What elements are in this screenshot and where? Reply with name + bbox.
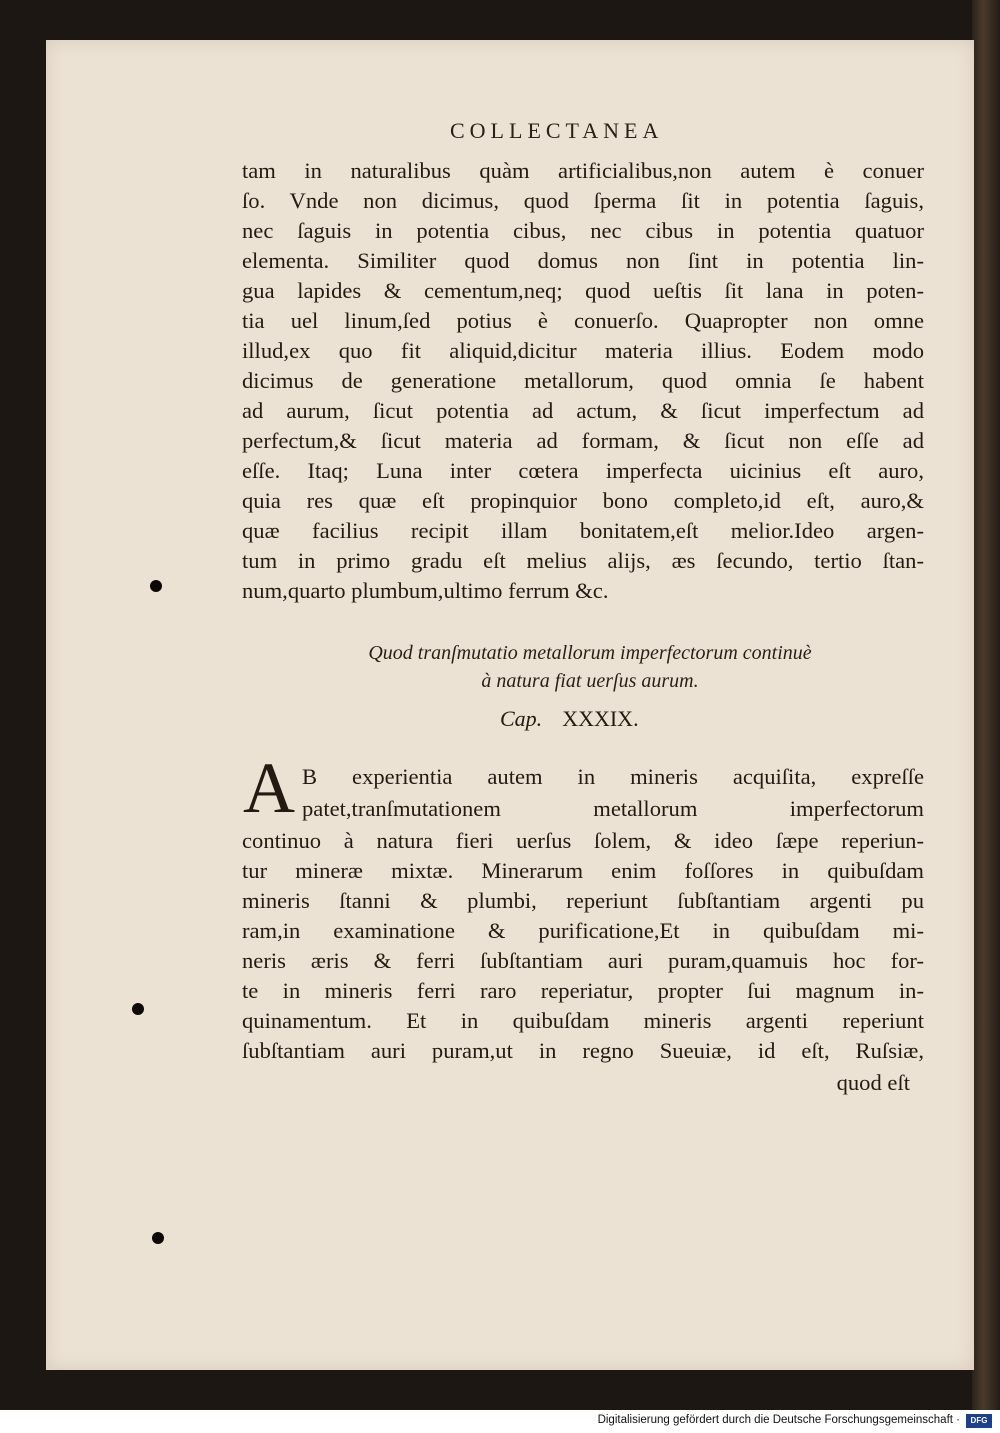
binding-hole: [152, 1232, 164, 1244]
text-line: tum in primo gradu eſt melius alijs, æs ſecundo, tertio ſtan-: [242, 548, 924, 573]
text-line: perfectum,& ſicut materia ad formam, & ſicut non eſſe ad: [242, 428, 924, 453]
footer-bar: [0, 1410, 1000, 1433]
catchword: quod eſt: [836, 1070, 910, 1095]
text-line: nec ſaguis in potentia cibus, nec cibus in potentia quatuor: [242, 218, 924, 243]
footer-credit: Digitalisierung gefördert durch die Deutsche Forschungsgemeinschaft ·: [597, 1414, 960, 1426]
running-head: COLLECTANEA: [450, 118, 664, 143]
text-line: ad aurum, ſicut potentia ad actum, & ſicut imperfectum ad: [242, 398, 924, 423]
text-line: dicimus de generatione metallorum, quod omnia ſe habent: [242, 368, 924, 393]
text-line: mineris ſtanni & plumbi, reperiunt ſubſtantiam argenti pu: [242, 888, 924, 913]
text-line: quia res quæ eſt propinquior bono completo,id eſt, auro,&: [242, 488, 924, 513]
text-line: ſubſtantiam auri puram,ut in regno Sueuiæ, id eſt, Ruſsiæ,: [242, 1038, 924, 1063]
chapter-cap: Cap.: [500, 706, 543, 731]
chapter-heading-line: à natura fiat uerſus aurum.: [481, 670, 699, 692]
text-line: tia uel linum,ſed potius è conuerſo. Quapropter non omne: [242, 308, 924, 333]
binding-hole: [132, 1003, 144, 1015]
text-line: continuo à natura fieri uerſus ſolem, & ideo ſæpe reperiun-: [242, 828, 924, 853]
chapter-number: [500, 706, 639, 732]
text-line: neris æris & ferri ſubſtantiam auri puram,quamuis hoc for-: [242, 948, 924, 973]
text-line: te in mineris ferri raro reperiatur, propter ſui magnum in-: [242, 978, 924, 1003]
book-edge: [972, 0, 1000, 1410]
text-line: elementa. Similiter quod domus non ſint in potentia lin-: [242, 248, 924, 273]
text-line: ram,in examinatione & purificatione,Et in quibuſdam mi-: [242, 918, 924, 943]
chapter-heading-line: Quod tranſmutatio metallorum imperfectorum continuè: [368, 642, 812, 664]
text-line: eſſe. Itaq; Luna inter cœtera imperfecta uicinius eſt auro,: [242, 458, 924, 483]
text-line: quinamentum. Et in quibuſdam mineris argenti reperiunt: [242, 1008, 924, 1033]
text-line: ſo. Vnde non dicimus, quod ſperma ſit in potentia ſaguis,: [242, 188, 924, 213]
text-line: B experientia autem in mineris acquiſita, expreſſe: [302, 764, 924, 789]
text-line: num,quarto plumbum,ultimo ferrum &c.: [242, 578, 609, 603]
text-line: tur mineræ mixtæ. Minerarum enim foſſores in quibuſdam: [242, 858, 924, 883]
text-line: patet,tranſmutationem metallorum imperfectorum: [302, 796, 924, 821]
dfg-logo: DFG: [966, 1414, 992, 1428]
chapter-numeral: XXXIX.: [562, 706, 639, 731]
text-line: illud,ex quo fit aliquid,dicitur materia illius. Eodem modo: [242, 338, 924, 363]
text-line: gua lapides & cementum,neq; quod ueſtis ſit lana in poten-: [242, 278, 924, 303]
text-line: tam in naturalibus quàm artificialibus,non autem è conuer: [242, 158, 924, 183]
drop-cap: A: [243, 748, 295, 828]
text-line: quæ facilius recipit illam bonitatem,eſt melior.Ideo argen-: [242, 518, 924, 543]
binding-hole: [150, 580, 162, 592]
